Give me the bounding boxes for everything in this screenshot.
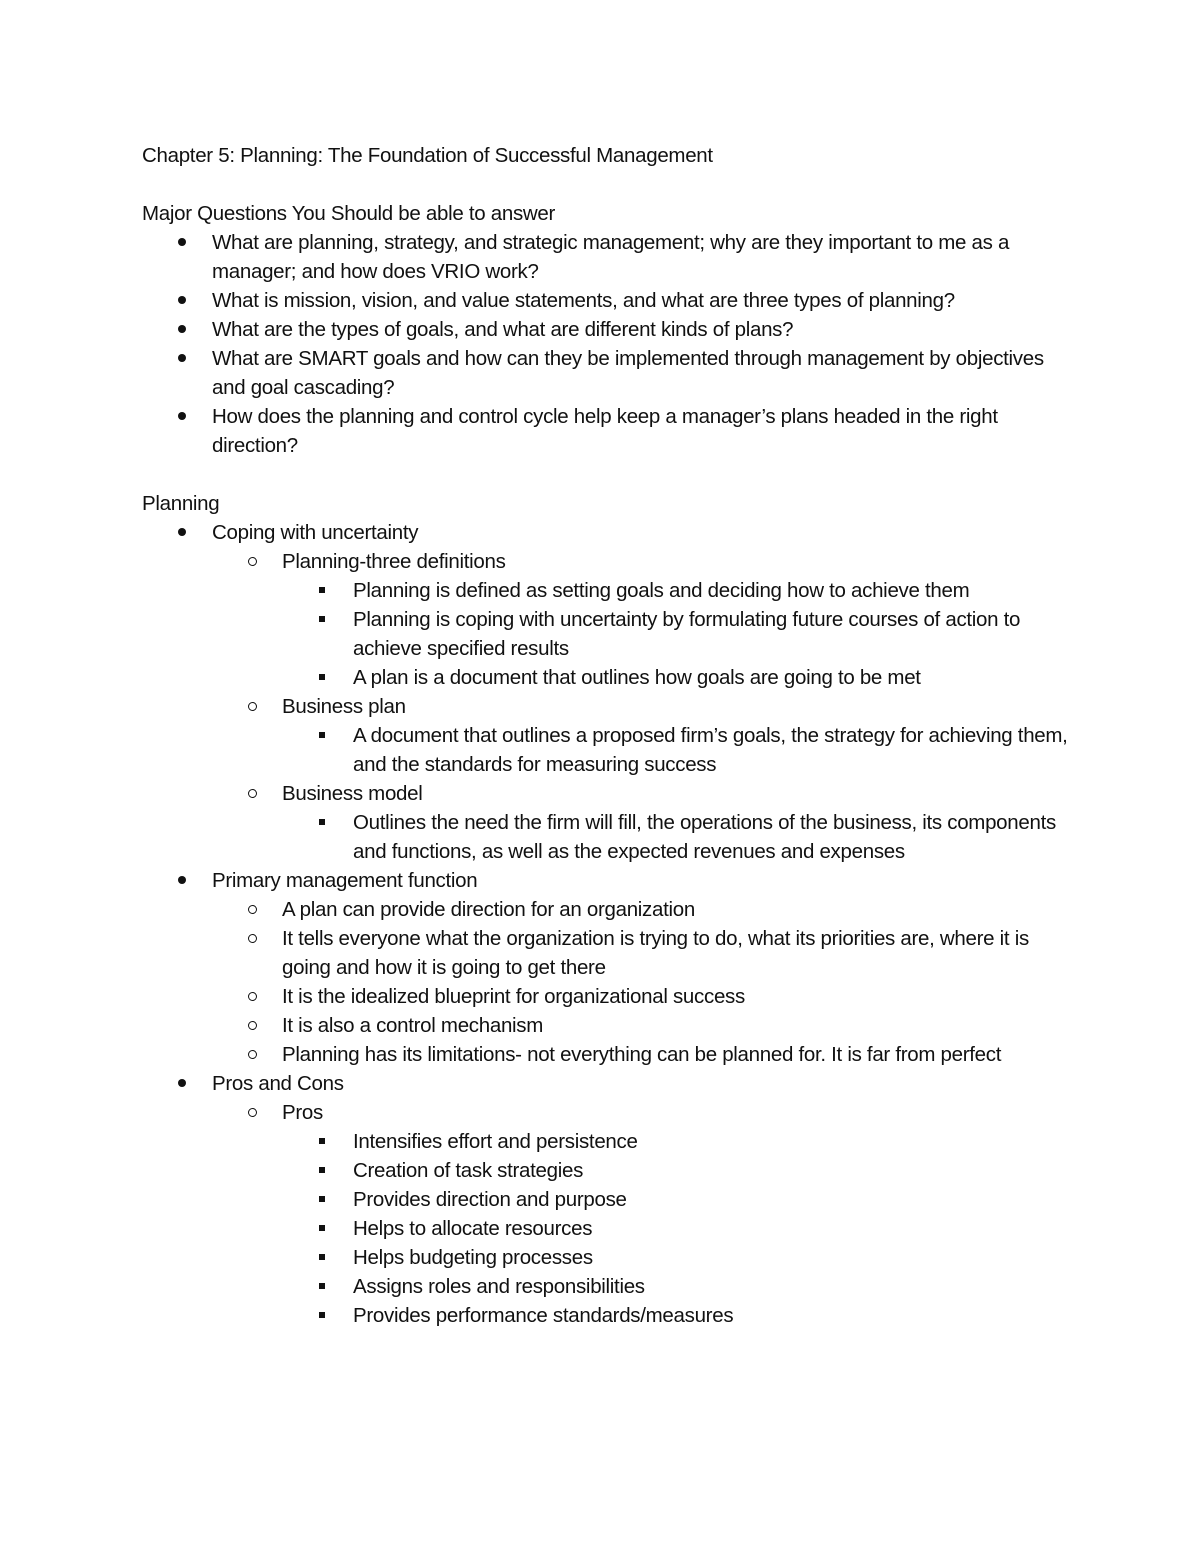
list-item: Assigns roles and responsibilities <box>142 1272 1072 1301</box>
list-item: It tells everyone what the organization is trying to do, what its priorities are, where it is going and how it is going to get there <box>142 924 1072 982</box>
nested-list-container <box>142 721 1072 779</box>
coping-sublist <box>142 547 1072 866</box>
bullet-square-icon <box>319 1272 325 1301</box>
list-item: Primary management function <box>142 866 1072 895</box>
questions-list <box>142 228 1072 460</box>
list-item: What is mission, vision, and value statements, and what are three types of planning? <box>142 286 1072 315</box>
list-item: It is the idealized blueprint for organizational success <box>142 982 1072 1011</box>
list-item: A plan can provide direction for an organization <box>142 895 1072 924</box>
document-body <box>142 141 1072 1330</box>
business-model-list <box>142 808 1072 866</box>
list-item: Intensifies effort and persistence <box>142 1127 1072 1156</box>
bullet-square-icon <box>319 1156 325 1185</box>
bullet-dot-icon <box>178 344 186 373</box>
section-heading-planning: Planning <box>142 492 220 515</box>
pros-cons-sublist <box>142 1098 1072 1330</box>
bullet-square-icon <box>319 576 325 605</box>
page-title: Chapter 5: Planning: The Foundation of Successful Management <box>142 144 713 167</box>
list-item: Pros and Cons <box>142 1069 1072 1098</box>
list-item: Business plan <box>142 692 1072 721</box>
spacer <box>142 460 1072 489</box>
list-item: Planning is defined as setting goals and deciding how to achieve them <box>142 576 1072 605</box>
business-plan-list <box>142 721 1072 779</box>
definitions-list <box>142 576 1072 692</box>
list-item: Helps to allocate resources <box>142 1214 1072 1243</box>
primary-sublist <box>142 895 1072 1069</box>
bullet-square-icon <box>319 1243 325 1272</box>
list-item: Coping with uncertainty <box>142 518 1072 547</box>
bullet-circle-icon <box>248 692 257 721</box>
bullet-dot-icon <box>178 286 186 315</box>
bullet-circle-icon <box>248 982 257 1011</box>
bullet-circle-icon <box>248 895 257 924</box>
pros-list <box>142 1127 1072 1330</box>
bullet-dot-icon <box>178 1069 186 1098</box>
list-item: Planning is coping with uncertainty by formulating future courses of action to achieve specified results <box>142 605 1072 663</box>
bullet-dot-icon <box>178 402 186 431</box>
bullet-dot-icon <box>178 518 186 547</box>
list-item: It is also a control mechanism <box>142 1011 1072 1040</box>
list-item: Provides performance standards/measures <box>142 1301 1072 1330</box>
bullet-circle-icon <box>248 779 257 808</box>
nested-list-container <box>142 1098 1072 1330</box>
bullet-square-icon <box>319 1127 325 1156</box>
bullet-circle-icon <box>248 924 257 953</box>
bullet-square-icon <box>319 808 325 837</box>
list-item: A plan is a document that outlines how goals are going to be met <box>142 663 1072 692</box>
list-item: What are the types of goals, and what are different kinds of plans? <box>142 315 1072 344</box>
list-item: Creation of task strategies <box>142 1156 1072 1185</box>
bullet-circle-icon <box>248 1011 257 1040</box>
list-item: What are SMART goals and how can they be implemented through management by objectives and goal cascading? <box>142 344 1072 402</box>
bullet-square-icon <box>319 663 325 692</box>
bullet-square-icon <box>319 1185 325 1214</box>
list-item: A document that outlines a proposed firm’s goals, the strategy for achieving them, and the standards for measuring success <box>142 721 1072 779</box>
questions-heading: Major Questions You Should be able to answer <box>142 202 556 225</box>
bullet-square-icon <box>319 1214 325 1243</box>
nested-list-container <box>142 808 1072 866</box>
bullet-dot-icon <box>178 315 186 344</box>
list-item: Outlines the need the firm will fill, the operations of the business, its components and functions, as well as the expected revenues and expenses <box>142 808 1072 866</box>
bullet-circle-icon <box>248 1098 257 1127</box>
bullet-square-icon <box>319 605 325 634</box>
nested-list-container <box>142 547 1072 866</box>
bullet-dot-icon <box>178 866 186 895</box>
list-item: Business model <box>142 779 1072 808</box>
bullet-square-icon <box>319 1301 325 1330</box>
nested-list-container <box>142 895 1072 1069</box>
list-item: Provides direction and purpose <box>142 1185 1072 1214</box>
bullet-circle-icon <box>248 547 257 576</box>
bullet-circle-icon <box>248 1040 257 1069</box>
list-item: What are planning, strategy, and strategic management; why are they important to me as a manager; and how does VRIO work? <box>142 228 1072 286</box>
nested-list-container <box>142 1127 1072 1330</box>
list-item: Pros <box>142 1098 1072 1127</box>
nested-list-container <box>142 576 1072 692</box>
list-item: Helps budgeting processes <box>142 1243 1072 1272</box>
list-item: Planning has its limitations- not everything can be planned for. It is far from perfect <box>142 1040 1072 1069</box>
list-item: Planning-three definitions <box>142 547 1072 576</box>
list-item: How does the planning and control cycle help keep a manager’s plans headed in the right direction? <box>142 402 1072 460</box>
bullet-dot-icon <box>178 228 186 257</box>
planning-list <box>142 518 1072 1330</box>
bullet-square-icon <box>319 721 325 750</box>
